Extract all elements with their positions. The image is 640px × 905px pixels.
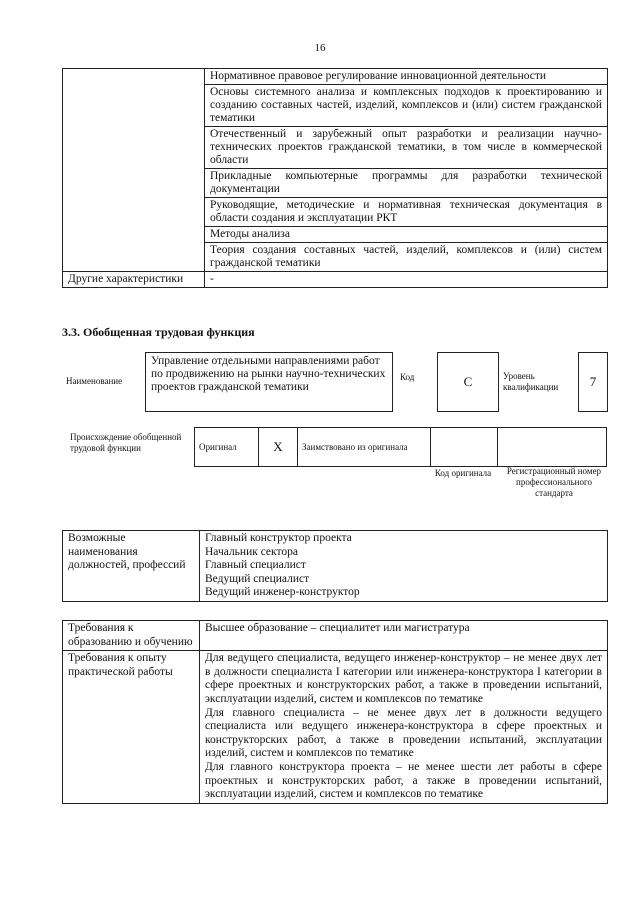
table-row (195, 428, 607, 467)
position-item: Ведущий специалист (205, 572, 310, 585)
position-item: Ведущий инженер-конструктор (205, 586, 360, 599)
requirements-table (62, 620, 608, 804)
position-item: Главный конструктор проекта (205, 532, 352, 544)
origin-label: Происхождение обобщенной трудовой функции (70, 432, 182, 453)
qualification-level-label: Уровень квалификации (503, 371, 559, 392)
education-requirements-value: Высшее образование – специалитет или магистратура (200, 621, 608, 651)
function-name-box: Управление отдельными направлениями работ по продвижению на рынки научно-технических проектов гражданской тематики (145, 352, 393, 412)
knowledge-item: Руководящие, методические и нормативная техническая документация в области создания и эксплуатации РКТ (205, 198, 608, 227)
table-row (63, 531, 608, 602)
education-requirements-label: Требования к образованию и обучению (63, 621, 200, 651)
function-code-box: C (437, 352, 499, 412)
knowledge-item: Прикладные компьютерные программы для разработки технической документации (205, 169, 608, 198)
original-label: Оригинал (195, 428, 259, 467)
position-item: Начальник сектора (205, 545, 298, 558)
knowledge-left-cell (63, 69, 205, 272)
origin-table (194, 427, 607, 467)
borrowed-label: Заимствовано из оригинала (298, 428, 431, 467)
registration-number-cell (498, 428, 607, 467)
knowledge-item: Нормативное правовое регулирование инновационной деятельности (205, 69, 608, 85)
table-row (63, 272, 608, 288)
knowledge-table (62, 68, 608, 288)
registration-number-label: Регистрационный номер профессионального стандарта (506, 466, 602, 498)
name-label: Наименование (66, 376, 123, 386)
qualification-level-box: 7 (578, 352, 608, 412)
original-code-cell (431, 428, 498, 467)
knowledge-item: Отечественный и зарубежный опыт разработки и реализации научно-технических проектов гражданской тематики, в том числе в коммерческой области (205, 127, 608, 169)
knowledge-item: Методы анализа (205, 227, 608, 243)
table-row (63, 621, 608, 651)
experience-requirements-value (200, 651, 608, 804)
position-item: Главный специалист (205, 559, 306, 572)
other-characteristics-value: - (205, 272, 608, 288)
original-mark: X (259, 428, 298, 467)
experience-item: Для главного специалиста – не менее двух лет в должности ведущего специалиста или ведущего инженера-конструктора в сфере проектных и конструкторских работ, а также в проведении испытаний, эксплуатации изделий, систем и комплексов по тематике (205, 706, 602, 760)
section-heading: 3.3. Обобщенная трудовая функция (62, 325, 255, 339)
original-code-label: Код оригинала (434, 468, 492, 478)
experience-requirements-label: Требования к опыту практической работы (63, 651, 200, 804)
table-row (63, 651, 608, 804)
page-number: 16 (314, 42, 326, 54)
positions-label: Возможные наименования должностей, профессий (63, 531, 200, 602)
other-characteristics-label: Другие характеристики (63, 272, 205, 288)
positions-table (62, 530, 608, 602)
experience-item: Для ведущего специалиста, ведущего инженер-конструктор – не менее двух лет в должности специалиста I категории или инженера-конструктора I категории в сфере проектных и конструкторских работ, а также в проведении испытаний, эксплуатации изделий, систем и комплексов по тематике (205, 652, 602, 705)
table-row (63, 69, 608, 85)
positions-list (200, 531, 608, 602)
experience-item: Для главного конструктора проекта – не менее шести лет работы в сфере проектных и конструкторских работ, а также в проведении испытаний, эксплуатации изделий, систем и комплексов по тематике (205, 760, 602, 801)
knowledge-item: Основы системного анализа и комплексных подходов к проектированию и созданию составных частей, изделий, комплексов и (или) систем гражданской тематики (205, 85, 608, 127)
code-label: Код (400, 372, 415, 382)
knowledge-item: Теория создания составных частей, изделий, комплексов и (или) систем гражданской тематики (205, 243, 608, 272)
